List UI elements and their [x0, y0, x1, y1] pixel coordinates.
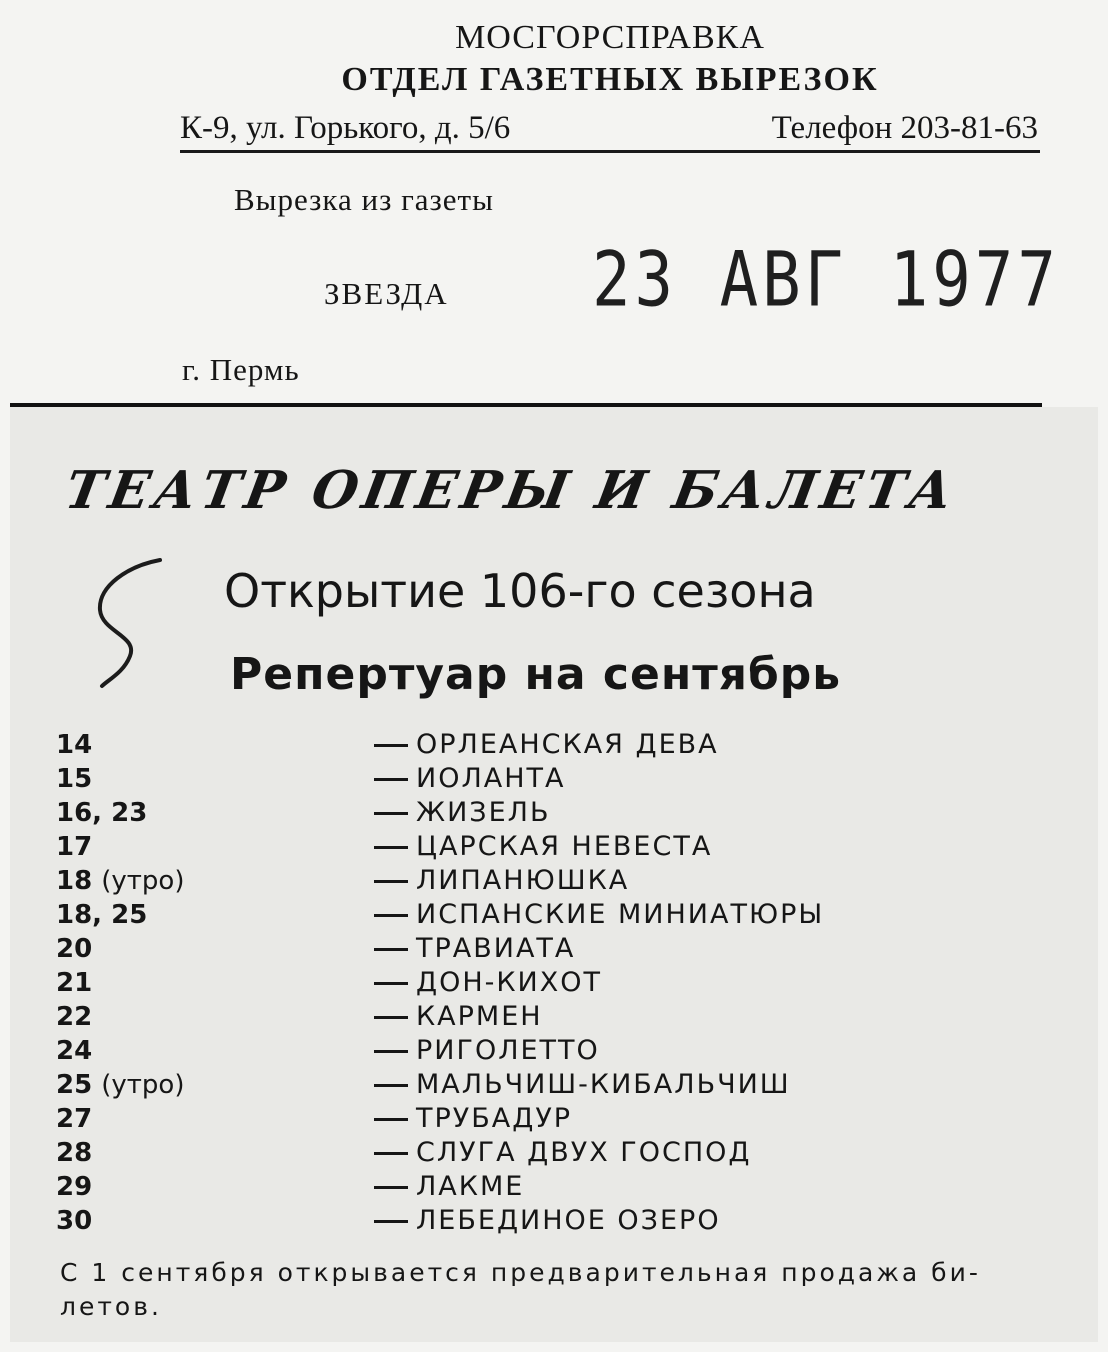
schedule-date — [56, 1204, 92, 1238]
schedule-dash — [374, 1220, 408, 1223]
schedule-date — [56, 966, 92, 1000]
schedule-title: ИОЛАНТА — [416, 763, 566, 794]
bureau-department: ОТДЕЛ ГАЗЕТНЫХ ВЫРЕЗОК — [341, 61, 879, 98]
bureau-address: К-9, ул. Горького, д. 5/6 — [180, 110, 511, 146]
schedule-title: ЛЕБЕДИНОЕ ОЗЕРО — [416, 1205, 721, 1236]
schedule-date — [56, 1034, 92, 1068]
schedule-dash — [374, 1152, 408, 1155]
footer-note — [60, 1256, 1060, 1324]
schedule-title: ТРАВИАТА — [416, 933, 576, 964]
schedule-row — [56, 1000, 1056, 1034]
footer-line: летов. — [60, 1292, 162, 1321]
schedule-date — [56, 1136, 92, 1170]
schedule-date — [56, 762, 92, 796]
schedule-row — [56, 864, 1056, 898]
schedule-title: ЛАКМЕ — [416, 1171, 525, 1202]
schedule-date-value: 27 — [56, 1104, 93, 1134]
schedule-title: ОРЛЕАНСКАЯ ДЕВА — [416, 729, 719, 760]
schedule-row — [56, 1034, 1056, 1068]
schedule-list — [56, 728, 1056, 1238]
schedule-row — [56, 1102, 1056, 1136]
schedule-row — [56, 830, 1056, 864]
theatre-title: ТЕАТР ОПЕРЫ И БАЛЕТА — [60, 460, 963, 521]
bureau-name: МОСГОРСПРАВКА — [455, 19, 765, 56]
schedule-dash — [374, 778, 408, 781]
schedule-date-value: 17 — [56, 832, 93, 862]
schedule-date-value: 14 — [56, 730, 93, 760]
schedule-date — [56, 932, 92, 966]
schedule-dash — [374, 1050, 408, 1053]
schedule-row — [56, 1170, 1056, 1204]
schedule-date-value: 15 — [56, 764, 93, 794]
schedule-row — [56, 762, 1056, 796]
schedule-date — [56, 898, 147, 932]
schedule-title: КАРМЕН — [416, 1001, 543, 1032]
season-heading: Открытие 106-го сезона — [224, 564, 816, 618]
schedule-row — [56, 966, 1056, 1000]
handwritten-mark-icon — [78, 552, 174, 692]
schedule-date — [56, 1000, 92, 1034]
schedule-date-value: 18, 25 — [56, 900, 148, 930]
schedule-row — [56, 932, 1056, 966]
schedule-date-value: 29 — [56, 1172, 93, 1202]
header-rule — [180, 150, 1040, 153]
schedule-date-value: 30 — [56, 1206, 93, 1236]
schedule-title: МАЛЬЧИШ-КИБАЛЬЧИШ — [416, 1069, 791, 1100]
schedule-date — [56, 864, 184, 898]
schedule-date — [56, 796, 147, 830]
schedule-note: (утро) — [101, 1070, 185, 1100]
schedule-row — [56, 728, 1056, 762]
schedule-row — [56, 1204, 1056, 1238]
city: г. Пермь — [182, 352, 300, 387]
schedule-title: СЛУГА ДВУХ ГОСПОД — [416, 1137, 752, 1168]
schedule-dash — [374, 846, 408, 849]
schedule-title: ЦАРСКАЯ НЕВЕСТА — [416, 831, 713, 862]
schedule-date — [56, 1170, 92, 1204]
schedule-row — [56, 796, 1056, 830]
schedule-date-value: 20 — [56, 934, 93, 964]
schedule-title: ИСПАНСКИЕ МИНИАТЮРЫ — [416, 899, 825, 930]
schedule-title: ДОН-КИХОТ — [416, 967, 602, 998]
schedule-date-value: 18 — [56, 866, 93, 896]
schedule-dash — [374, 744, 408, 747]
schedule-title: РИГОЛЕТТО — [416, 1035, 600, 1066]
schedule-dash — [374, 948, 408, 951]
schedule-title: ЖИЗЕЛЬ — [416, 797, 551, 828]
schedule-date-value: 24 — [56, 1036, 93, 1066]
schedule-dash — [374, 1118, 408, 1121]
date-stamp: 23 АВГ 1977 — [592, 237, 1060, 325]
schedule-date — [56, 1068, 184, 1102]
schedule-dash — [374, 914, 408, 917]
footer-line: С 1 сентября открывается предварительная продажа би- — [60, 1258, 981, 1287]
schedule-dash — [374, 880, 408, 883]
schedule-date-value: 16, 23 — [56, 798, 148, 828]
newspaper-name: ЗВЕЗДА — [324, 276, 449, 311]
schedule-dash — [374, 1186, 408, 1189]
bureau-phone: Телефон 203-81-63 — [771, 110, 1038, 146]
schedule-date-value: 22 — [56, 1002, 93, 1032]
schedule-note: (утро) — [101, 866, 185, 896]
clip-label: Вырезка из газеты — [234, 182, 494, 217]
schedule-dash — [374, 1084, 408, 1087]
schedule-date-value: 21 — [56, 968, 93, 998]
schedule-row — [56, 1068, 1056, 1102]
schedule-row — [56, 898, 1056, 932]
repertoire-heading: Репертуар на сентябрь — [230, 649, 842, 700]
schedule-date — [56, 728, 92, 762]
schedule-date-value: 25 — [56, 1070, 93, 1100]
schedule-date — [56, 1102, 92, 1136]
schedule-dash — [374, 1016, 408, 1019]
schedule-row — [56, 1136, 1056, 1170]
schedule-dash — [374, 982, 408, 985]
schedule-title: ТРУБАДУР — [416, 1103, 573, 1134]
schedule-dash — [374, 812, 408, 815]
schedule-date-value: 28 — [56, 1138, 93, 1168]
schedule-title: ЛИПАНЮШКА — [416, 865, 630, 896]
schedule-date — [56, 830, 92, 864]
